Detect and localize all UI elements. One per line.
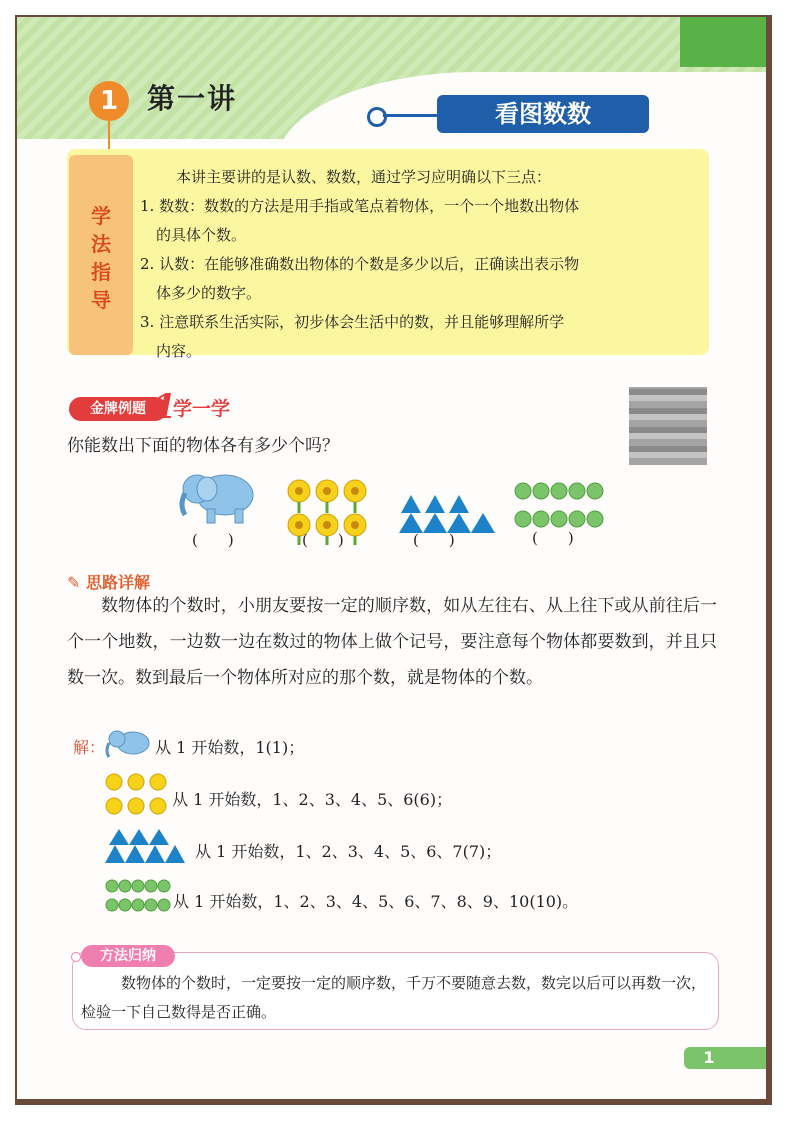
elephant-small-icon <box>103 727 153 759</box>
solution-line: 从 1 开始数，1、2、3、4、5、6(6)； <box>172 790 453 809</box>
method-text <box>81 969 707 1027</box>
study-guide-label <box>87 202 115 314</box>
study-guide-text <box>140 163 704 366</box>
textbook-page <box>15 15 772 1105</box>
topic-dot <box>367 107 387 127</box>
sunflower-small-icon <box>105 773 169 817</box>
triangle-small-icon <box>105 829 185 869</box>
solution-line: 从 1 开始数，1、2、3、4、5、6、7(7)； <box>195 842 502 861</box>
solution-line: 从 1 开始数，1(1)； <box>155 738 305 757</box>
idea-heading-text: 思路详解 <box>85 573 150 592</box>
guide-point: 2. 认数：在能够准确数出物体的个数是多少以后，正确读出表示物 <box>140 255 580 273</box>
guide-intro: 本讲主要讲的是认数、数数，通过学习应明确以下三点： <box>176 168 552 186</box>
guide-label-char: 导 <box>91 288 111 312</box>
method-paragraph: 数物体的个数时，一定要按一定的顺序数，千万不要随意去数，数完以后可以再数一次，检验一下自己数得是否正确。 <box>81 974 707 1021</box>
answer-blank[interactable]: ( ) <box>192 531 234 549</box>
example-number: 1 <box>153 387 177 427</box>
guide-point-cont: 的具体个数。 <box>156 226 247 244</box>
example-pictures <box>17 465 772 565</box>
solution-label: 解： <box>73 738 106 757</box>
guide-label-char: 法 <box>91 232 111 256</box>
guide-label-char: 指 <box>91 260 111 284</box>
guide-point: 1. 数数：数数的方法是用手指或笔点着物体，一个一个地数出物体 <box>140 197 580 215</box>
lesson-title: 第一讲 <box>147 82 238 115</box>
header-corner <box>680 17 766 67</box>
triangle-group-icon <box>399 495 495 533</box>
solution-line: 从 1 开始数，1、2、3、4、5、6、7、8、9、10(10)。 <box>173 892 579 911</box>
balloon-small-icon <box>105 879 171 913</box>
idea-paragraph: 数物体的个数时，小朋友要按一定的顺序数，如从左往右、从上往下或从前往后一个一个地数，一边数一边在数过的物体上做个记号，要注意每个物体都要数到，并且只数一次。数到最后一个物体所对应的那个数，就是物体的个数。 <box>67 596 717 688</box>
qr-code-icon[interactable] <box>629 387 707 465</box>
answer-blank[interactable]: ( ) <box>413 531 455 549</box>
topic-line <box>383 114 439 117</box>
answer-blank[interactable]: ( ) <box>532 529 574 547</box>
answer-blank[interactable]: ( ) <box>302 531 344 549</box>
guide-point: 3. 注意联系生活实际，初步体会生活中的数，并且能够理解所学 <box>140 313 565 331</box>
guide-point-cont: 体多少的数字。 <box>156 284 262 302</box>
example-title: 学一学 <box>173 398 231 420</box>
guide-point-cont: 内容。 <box>156 342 202 360</box>
elephant-icon <box>182 475 253 523</box>
page-number: 1 <box>703 1048 715 1067</box>
guide-label-char: 学 <box>91 204 111 228</box>
example-badge: 金牌例题 <box>69 397 167 421</box>
lesson-number-badge: 1 <box>89 81 129 121</box>
idea-text <box>67 588 717 696</box>
method-badge: 方法归纳 <box>81 945 175 967</box>
pencil-note-icon: ✎ <box>67 573 86 592</box>
topic-title: 看图数数 <box>437 95 649 133</box>
balloon-group-icon <box>515 483 603 527</box>
method-dot <box>71 952 81 962</box>
example-question: 你能数出下面的物体各有多少个吗？ <box>67 436 339 456</box>
